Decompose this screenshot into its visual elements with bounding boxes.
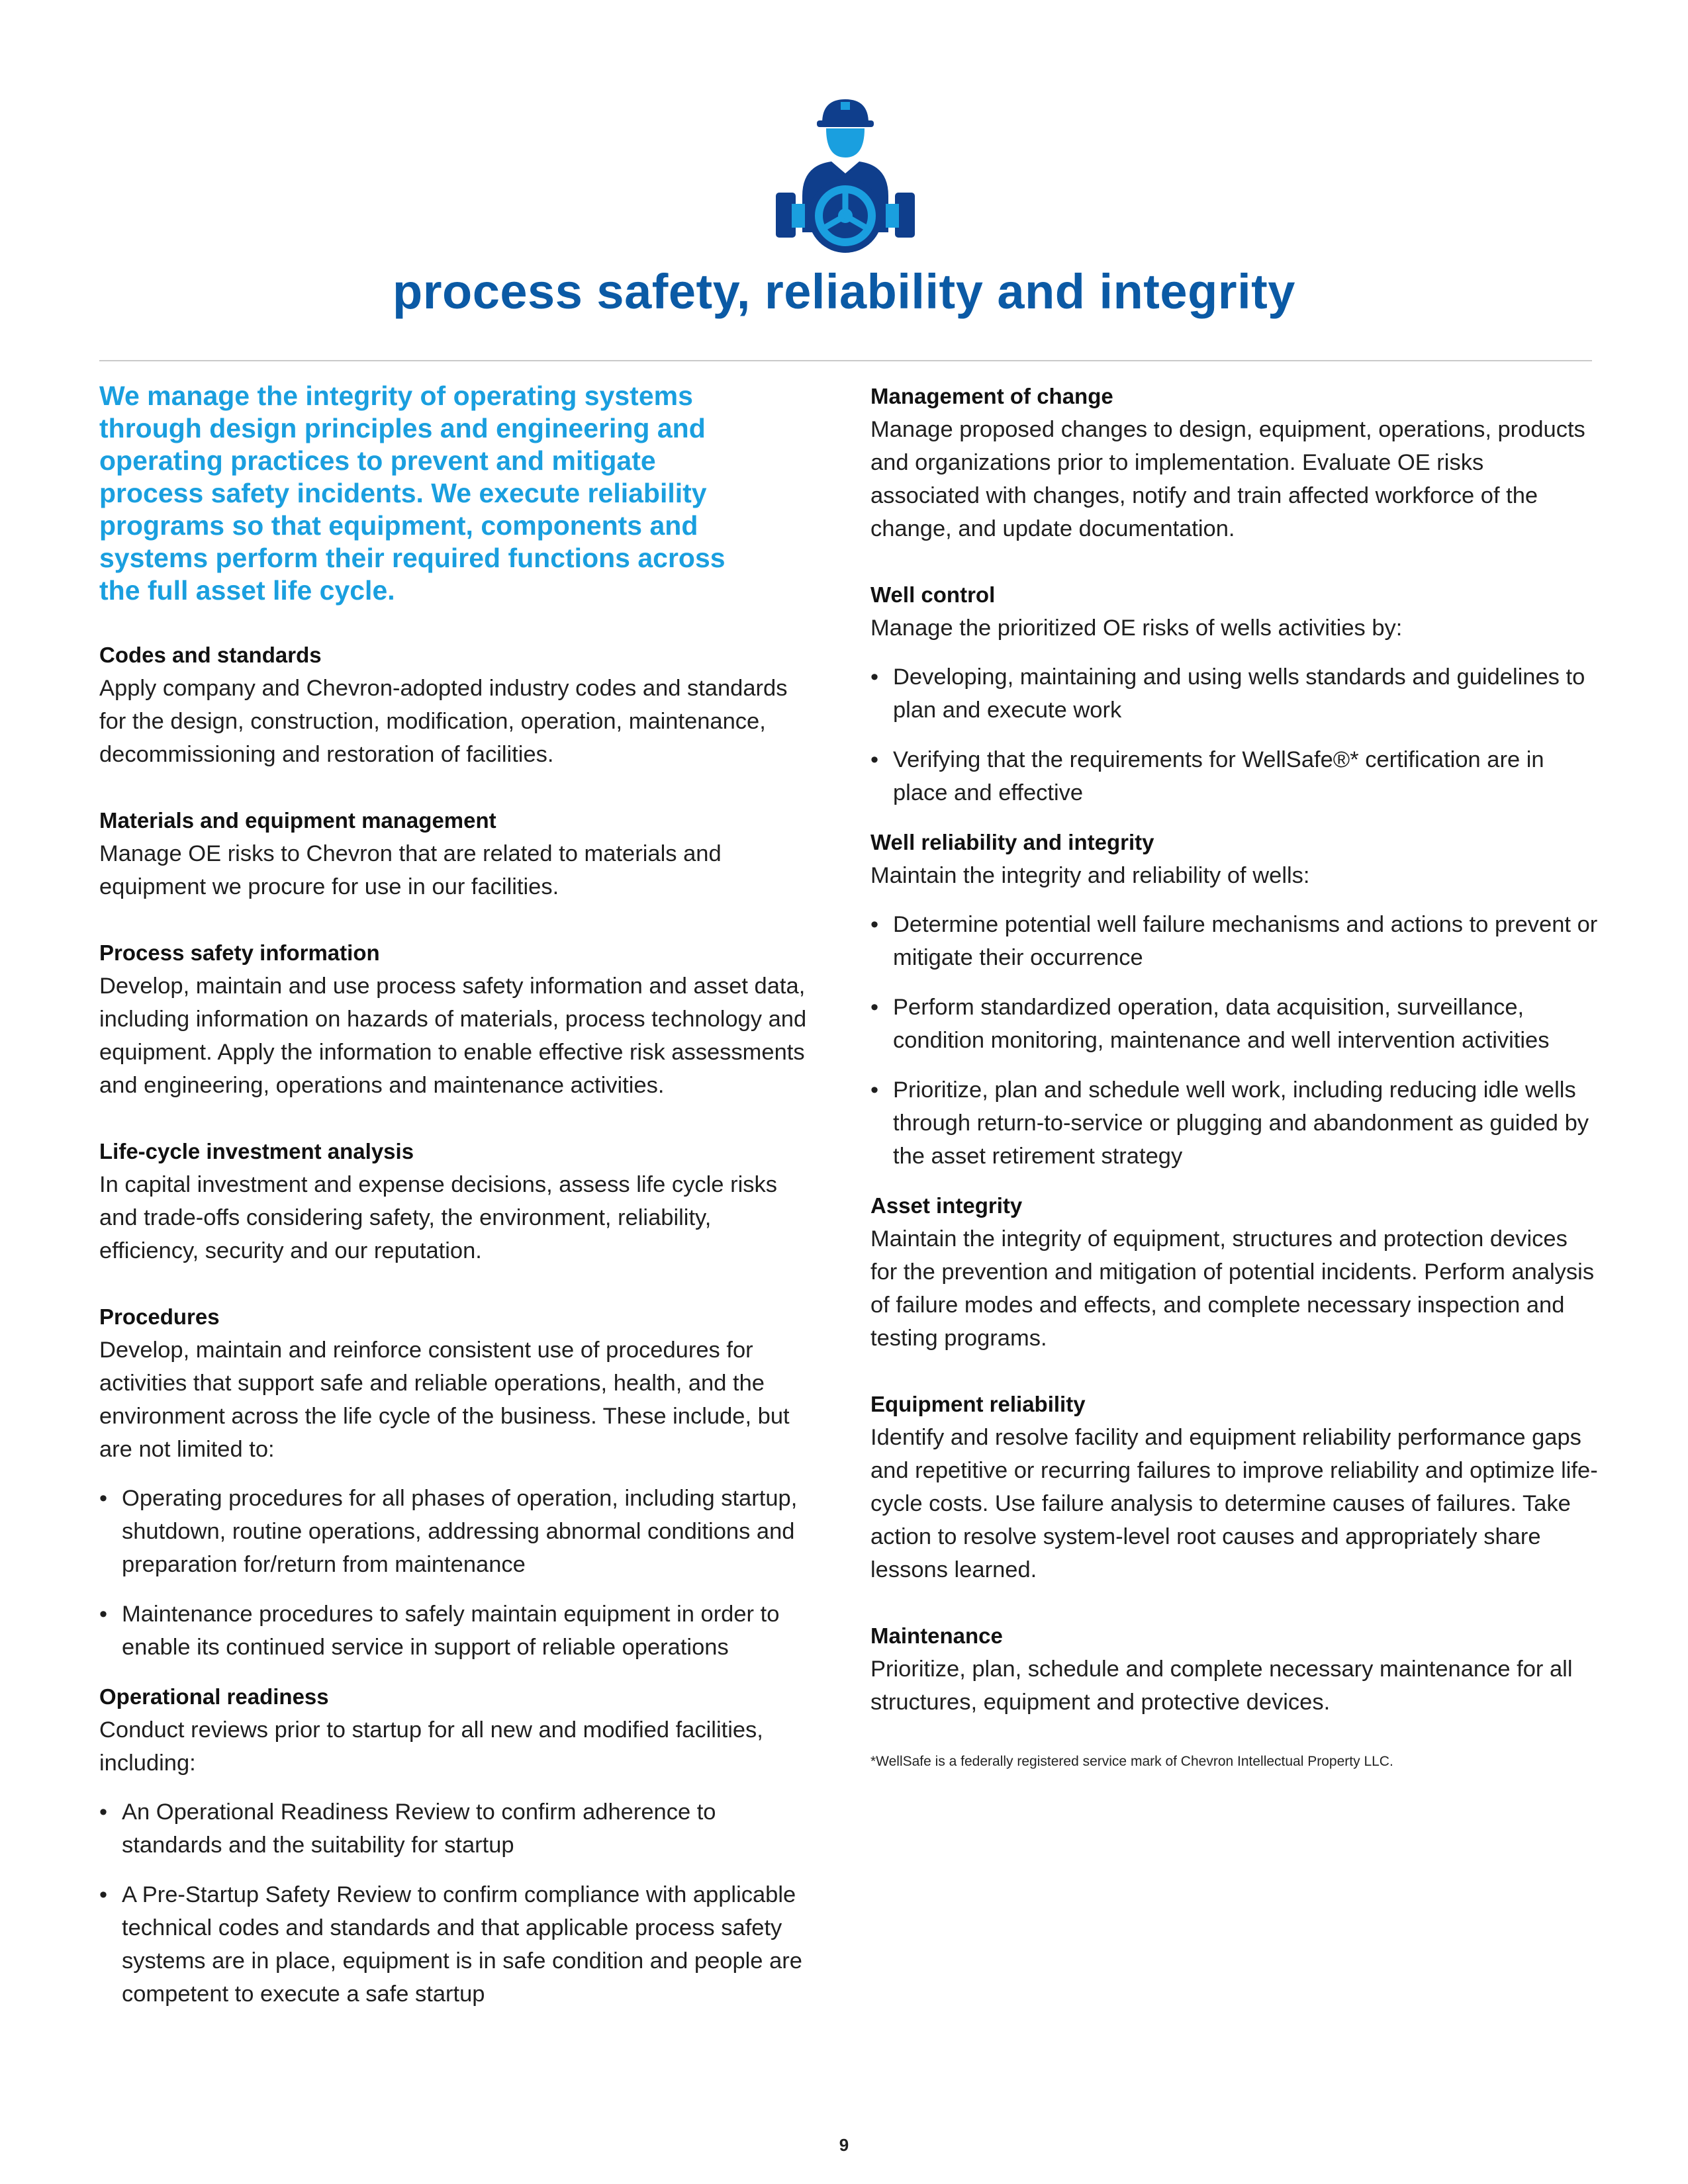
- section-body: Prioritize, plan, schedule and complete necessary maintenance for all structures, equipment and protective devices.: [870, 1657, 1573, 1715]
- section-operational-readiness: [99, 1680, 814, 2011]
- bullet-text: Maintenance procedures to safely maintain equipment in order to enable its continued service in support of reliable operations: [122, 1602, 780, 1660]
- bullet-list: [99, 1482, 814, 1664]
- bullet-text: Determine potential well failure mechanisms and actions to prevent or mitigate their occurrence: [893, 912, 1598, 970]
- section-body: Manage OE risks to Chevron that are related to materials and equipment we procure for use in our facilities.: [99, 841, 722, 899]
- bullet-text: Developing, maintaining and using wells standards and guidelines to plan and execute work: [893, 664, 1585, 723]
- bullet-dot-icon: •: [870, 664, 879, 690]
- worker-at-valve-wheel-icon: [776, 97, 915, 255]
- section-heading: Maintenance: [870, 1623, 1003, 1648]
- section-equipment-reliability: [870, 1388, 1599, 1586]
- page-title: process safety, reliability and integrity: [393, 264, 1295, 319]
- section-heading: Process safety information: [99, 940, 380, 965]
- bullet-text: Prioritize, plan and schedule well work, including reducing idle wells through return-to-service or plugging and abandonment as guided by the asset retirement strategy: [893, 1077, 1589, 1169]
- section-maintenance: [870, 1619, 1599, 1719]
- section-body: Manage proposed changes to design, equipment, operations, products and organizations prior to implementation. Evaluate OE risks associated with changes, notify and train affected workforce of the change, and update documentation.: [870, 417, 1585, 541]
- bullet-text: A Pre-Startup Safety Review to confirm compliance with applicable technical codes and standards and that applicable process safety systems are in place, equipment is in safe condition and people are competent to execute a safe startup: [122, 1882, 802, 2007]
- bullet-dot-icon: •: [870, 1077, 879, 1103]
- right-sections: [870, 380, 1599, 1719]
- bullet-dot-icon: •: [99, 1799, 108, 1825]
- title-divider: [99, 360, 1592, 361]
- section-heading: Asset integrity: [870, 1193, 1023, 1218]
- bullet-item: [99, 1598, 814, 1664]
- section-body: Identify and resolve facility and equipment reliability performance gaps and repetitive or recurring failures to improve reliability and optimize life-cycle costs. Use failure analysis to determine causes of failures. Take action to resolve system-level root causes and appropriately share lessons learned.: [870, 1425, 1598, 1582]
- footnote: *WellSafe is a federally registered service mark of Chevron Intellectual Property LLC.: [870, 1754, 1393, 1769]
- bullet-item: [870, 660, 1599, 727]
- section-body: Maintain the integrity and reliability of wells:: [870, 863, 1310, 888]
- bullet-list: [870, 908, 1599, 1173]
- left-column: [99, 380, 814, 2027]
- section-materials-and-equipment-management: [99, 804, 814, 903]
- section-well-reliability-and-integrity: [870, 826, 1599, 1173]
- section-body: In capital investment and expense decisions, assess life cycle risks and trade-offs considering safety, the environment, reliability, efficiency, security and our reputation.: [99, 1172, 777, 1263]
- section-body: Develop, maintain and use process safety information and asset data, including information on hazards of materials, process technology and equipment. Apply the information to enable effective risk assessments and engineering, operations and maintenance activities.: [99, 974, 807, 1098]
- section-heading: Procedures: [99, 1304, 220, 1329]
- section-heading: Well control: [870, 582, 996, 607]
- section-body: Maintain the integrity of equipment, structures and protection devices for the prevention and mitigation of potential incidents. Perform analysis of failure modes and effects, and complete necessary inspection and testing programs.: [870, 1226, 1595, 1351]
- section-procedures: [99, 1300, 814, 1664]
- section-heading: Equipment reliability: [870, 1392, 1086, 1416]
- section-life-cycle-investment-analysis: [99, 1135, 814, 1267]
- section-process-safety-information: [99, 936, 814, 1102]
- bullet-item: [870, 991, 1599, 1057]
- bullet-text: An Operational Readiness Review to confirm adherence to standards and the suitability for startup: [122, 1799, 716, 1858]
- bullet-dot-icon: •: [870, 995, 879, 1020]
- section-heading: Materials and equipment management: [99, 808, 496, 833]
- bullet-text: Operating procedures for all phases of operation, including startup, shutdown, routine operations, addressing abnormal conditions and preparation for/return from maintenance: [122, 1486, 798, 1577]
- section-heading: Operational readiness: [99, 1684, 329, 1709]
- bullet-item: [870, 1073, 1599, 1173]
- bullet-item: [870, 908, 1599, 974]
- bullet-item: [99, 1482, 814, 1581]
- right-column: [870, 380, 1599, 1772]
- section-body: Develop, maintain and reinforce consistent use of procedures for activities that support safe and reliable operations, health, and the environment across the life cycle of the business. These include, but are not limited to:: [99, 1338, 790, 1462]
- section-heading: Life-cycle investment analysis: [99, 1139, 414, 1163]
- bullet-dot-icon: •: [99, 1602, 108, 1627]
- section-well-control: [870, 578, 1599, 809]
- section-heading: Management of change: [870, 384, 1113, 408]
- section-heading: Codes and standards: [99, 643, 322, 667]
- bullet-dot-icon: •: [870, 912, 879, 937]
- page-number: 9: [839, 2135, 849, 2155]
- bullet-text: Verifying that the requirements for WellSafe®* certification are in place and effective: [893, 747, 1544, 805]
- bullet-dot-icon: •: [99, 1882, 108, 1907]
- bullet-item: [99, 1878, 814, 2011]
- bullet-dot-icon: •: [99, 1486, 108, 1511]
- bullet-list: [870, 660, 1599, 809]
- intro-statement: We manage the integrity of operating systems through design principles and engineering and operating practices to prevent and mitigate process safety incidents. We execute reliability programs so that equipment, components and systems perform their required functions across the full asset life cycle.: [99, 381, 726, 606]
- left-sections: [99, 639, 814, 2011]
- section-heading: Well reliability and integrity: [870, 830, 1154, 854]
- section-body: Apply company and Chevron-adopted industry codes and standards for the design, construction, modification, operation, maintenance, decommissioning and restoration of facilities.: [99, 676, 788, 767]
- section-codes-and-standards: [99, 639, 814, 771]
- bullet-text: Perform standardized operation, data acquisition, surveillance, condition monitoring, maintenance and well intervention activities: [893, 995, 1550, 1053]
- section-body: Conduct reviews prior to startup for all new and modified facilities, including:: [99, 1717, 763, 1776]
- section-management-of-change: [870, 380, 1599, 545]
- section-body: Manage the prioritized OE risks of wells activities by:: [870, 615, 1403, 641]
- section-asset-integrity: [870, 1189, 1599, 1355]
- bullet-list: [99, 1796, 814, 2011]
- bullet-item: [870, 743, 1599, 809]
- bullet-item: [99, 1796, 814, 1862]
- bullet-dot-icon: •: [870, 747, 879, 772]
